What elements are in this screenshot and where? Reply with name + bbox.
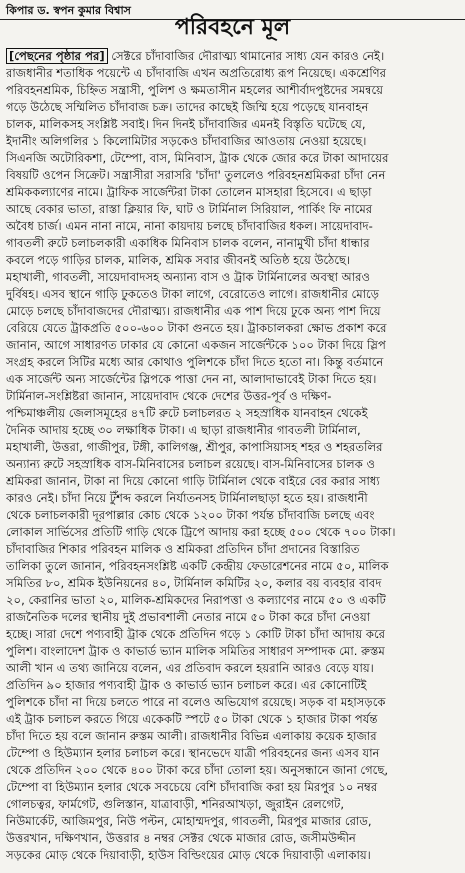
article-line: হচ্ছে। সারা দেশে পণ্যবাহী ট্রাক থেকে প্রতিদিন গড়ে ১ কোটি টাকা চাঁদা আদায় করে	[6, 627, 386, 641]
article-line: এক সার্জেন্ট অন্য সার্জেন্টের স্লিপকে পাত্তা দেন না, আলাদাভাবেই টাকা দিতে হয়।	[6, 372, 377, 386]
article-line: সমিতির ৮০, শ্রমিক ইউনিয়নের ৪০, টার্মিনাল কমিটির ২০, কলার বয় ব্যবহার বাবদ	[6, 576, 382, 590]
article-line: দুর্বিষহ। এসব স্থানে গাড়ি ঢুকতেও টাকা লাগে, বেরোতেও লাগে। রাজধানীর মোড়ে	[6, 287, 379, 301]
article-line: গাবতলী রুটে চলাচলকারী একাধিক মিনিবাস চালক বলেন, নানামুখী চাঁদা ধান্ধার	[6, 236, 370, 250]
article-line: রাজধানীর শতাধিক পয়েন্টে এ চাঁদাবাজি এখন অপ্রতিরোধ্য রূপ নিয়েছে। একশ্রেণির	[6, 66, 387, 80]
article-line: মোড়ে চলছে চাঁদাবাজদের দৌরাত্ম্য। রাজধানীর এক পাশ দিয়ে ঢুকে অন্য পাশ দিয়ে	[6, 304, 381, 318]
article-line: চালক, মালিকসহ সংশ্লিষ্ট সবাই। দিন দিনই চাঁদাবাজির এমনই বিস্তৃতি ঘটেছে যে,	[6, 117, 366, 131]
article-line: গড়ে উঠেছে সম্মিলিত চাঁদাবাজ চক্র। তাদের কাছেই জিম্মি হয়ে পড়েছে যানবাহন	[6, 100, 369, 114]
article-line: প্রতিদিন ৯০ হাজার পণ্যবাহী ট্রাক ও কাভার্ড ভ্যান চলাচল করে। এর কোনোটিই	[6, 678, 367, 692]
article-body	[6, 48, 458, 870]
article-line: তালিকা তুলে জানান, পরিবহনসংশ্লিষ্ট একটি কেন্দ্রীয় ফেডারেশনের নামে ৫০, মালিক	[6, 559, 389, 573]
article-line: মহাখালী, গাবতলী, সায়েদাবাদসহ অন্যান্য বাস ও ট্রাক টার্মিনালের অবস্থা আরও	[6, 270, 371, 284]
article-line: রাজনৈতিক দলের স্থানীয় দুই প্রভাবশালী নেতার নামে ৫০ টাকা করে চাঁদা নেওয়া	[6, 610, 371, 624]
article-line: লোকাল সার্ভিসের প্রতিটি গাড়ি থেকে ট্রিপে আদায় করা হচ্ছে ৫০০ থেকে ৭০০ টাকা।	[6, 525, 396, 539]
continuation-tag: [পেছনের পৃষ্ঠার পর]	[6, 48, 108, 64]
article-line: বিষয়টি ওপেন সিক্রেট। সন্ত্রাসীরা সরাসরি 'চাঁদা' তুললেও পরিবহনশ্রমিকরা চাঁদা নেন	[6, 168, 386, 182]
article-line: অবৈধ চার্জ। এমন নানা নামে, নানা কায়দায় চলছে চাঁদাবাজির ধকল। সায়েদাবাদ-	[6, 219, 373, 233]
article-line: দৈনিক আদায় হচ্ছে ৩০ লক্ষাধিক টাকা। এ ছাড়া রাজধানীর গাবতলী টার্মিনাল,	[6, 423, 361, 437]
article-line: শ্রমিকরা জানান, টাকা না দিয়ে কোনো গাড়ি টার্মিনাল থেকে বাইরে বের করার সাধ্য	[6, 474, 380, 488]
article-line: উত্তরখান, দক্ষিণখান, উত্তরার ৪ নম্বর সেক্টর থেকে মাজার রোড, জসীমউদ্দীন	[6, 831, 356, 845]
byline: কিপার ড. স্বপন কুমার বিশ্বাস	[6, 4, 131, 17]
article-line: সড়কের মোড় থেকে দিয়াবাড়ী, হাউস বিল্ডিংয়ের মোড় থেকে দিয়াবাড়ী এলাকায়।	[6, 848, 371, 862]
article-line: থেকে প্রতিদিন ২০০ থেকে ৪০০ টাকা করে চাঁদা তোলা হয়। অনুসন্ধানে জানা গেছে,	[6, 763, 389, 777]
article-line: ২০, কেরানির ভাতা ২০, মালিক-শ্রমিকদের নিরাপত্তা ও কল্যাণের নামে ৫০ ও একটি	[6, 593, 386, 607]
article-line: বেরিয়ে যেতে ট্রাকপ্রতি ৫০০-৬০০ টাকা গুনতে হয়। ট্রাকচালকরা ক্ষোভ প্রকাশ করে	[6, 321, 387, 335]
article-line: সিএনজি অটোরিকশা, টেম্পো, বাস, মিনিবাস, ট্রাক থেকে জোর করে টাকা আদায়ের	[6, 151, 389, 165]
article-line: চাঁদাবাজির শিকার পরিবহন মালিক ও শ্রমিকরা প্রতিদিন চাঁদা প্রদানের বিস্তারিত	[6, 542, 360, 556]
article-line: গোলচত্বর, ফার্মগেট, গুলিস্তান, যাত্রাবাড়ী, শনিরআখড়া, জুরাইন রেলগেট,	[6, 797, 345, 811]
article-line: টেম্পো বা হিউম্যান হলার থেকে সবচেয়ে বেশি চাঁদাবাজি করা হয় মিরপুর ১০ নম্বর	[6, 780, 378, 794]
article-line: অন্যান্য রুটে সহস্রাধিক বাস-মিনিবাসের চলাচল রয়েছে। বাস-মিনিবাসের চালক ও	[6, 457, 376, 471]
article-line: সংগ্রহ করলে সিটির মধ্যে আর কোথাও পুলিশকে চাঁদা দিতে হতো না। কিন্তু বর্তমানে	[6, 355, 384, 369]
article-line: টার্মিনাল-সংশ্লিষ্টরা জানান, সায়েদাবাদ থেকে দেশের উত্তর-পূর্ব ও দক্ষিণ-	[6, 389, 332, 403]
article-line: পরিবহনশ্রমিক, চিহ্নিত সন্ত্রাসী, পুলিশ ও ক্ষমতাসীন মহলের আশীর্বাদপুষ্টদের সমন্বয়ে	[6, 83, 383, 97]
article-line: টেম্পো ও হিউম্যান হলার চলাচল করে। স্থানভেদে যাত্রী পরিবহনের জন্য এসব যান	[6, 746, 380, 760]
article-line: শ্রমিককল্যাণের নামে। ট্রাফিক সার্জেন্টরা টাকা তোলেন মাসহারা হিসেবে। এ ছাড়া	[6, 185, 372, 199]
article-line: জানান, আগে সাধারণত ঢাকার যে কোনো একজন সার্জেন্টকে ১০০ টাকা দিয়ে স্লিপ	[6, 338, 386, 352]
article-line: চাঁদা দিতে হয় বলে জানান রুস্তম আলী। রাজধানীর বিভিন্ন এলাকায় কয়েক হাজার	[6, 729, 377, 743]
article-line: ইদানীং অলিগলির ১ কিলোমিটার সড়কেও চাঁদাবাজির আওতায় নেওয়া হয়েছে।	[6, 134, 367, 148]
article-line: থেকে চলাচলকারী দূরপাল্লার কোচ থেকে ১২০০ টাকা পর্যন্ত চাঁদাবাজি চলছে এবং	[6, 508, 375, 522]
article-line: এই ট্রাক চলাচল করতে গিয়ে একেকটি স্পটে ৫০ টাকা থেকে ১ হাজার টাকা পর্যন্ত	[6, 712, 378, 726]
article-line: কারও নেই। চাঁদা নিয়ে টুঁশব্দ করলে নির্যাতনসহ টার্মিনালছাড়া হতে হয়। রাজধানী	[6, 491, 368, 505]
headline: পরিবহনে মূল	[174, 15, 291, 40]
article-line: কবলে পড়ে গাড়ির চালক, মালিক, শ্রমিক সবার জীবনই অতিষ্ঠ হয়ে উঠেছে।	[6, 253, 351, 267]
article-line: পুলিশকে চাঁদা না দিয়ে চলতে পারে না বলেও অভিযোগ রয়েছে। সড়ক বা মহাসড়কে	[6, 695, 386, 709]
article-line: আলী খান এ তথ্য জানিয়ে বলেন, এর প্রতিবাদ করলে হয়রানি আরও বেড়ে যায়।	[6, 661, 374, 675]
article-line: আছে বেকার ভাতা, রাস্তা ক্লিয়ার ফি, ঘাট ও টার্মিনাল সিরিয়াল, পার্কিং ফি নামের	[6, 202, 373, 216]
article-line: পুলিশ। বাংলাদেশ ট্রাক ও কাভার্ড ভ্যান মালিক সমিতির সাধারণ সম্পাদক মো. রুস্তম	[6, 644, 385, 658]
article-line-text: সেক্টরে চাঁদাবাজির দৌরাত্ম্য থামানোর সাধ্য যেন কারও নেই।	[111, 49, 385, 63]
article-line: মহাখালী, উত্তরা, গাজীপুর, টঙ্গী, কালিগঞ্জ, শ্রীপুর, কাপাসিয়াসহ শহর ও শহরতলির	[6, 440, 383, 454]
article-line: নিউমার্কেট, আজিমপুর, নিউ পল্টন, মোহাম্মদপুর, গাবতলী, মিরপুর মাজার রোড,	[6, 814, 372, 828]
article-line	[6, 48, 458, 65]
article-line: পশ্চিমাঞ্চলীয় জেলাসমূহের ৪৭টি রুটে চলাচলরত ২ সহস্রাধিক যানবাহন থেকেই	[6, 406, 368, 420]
